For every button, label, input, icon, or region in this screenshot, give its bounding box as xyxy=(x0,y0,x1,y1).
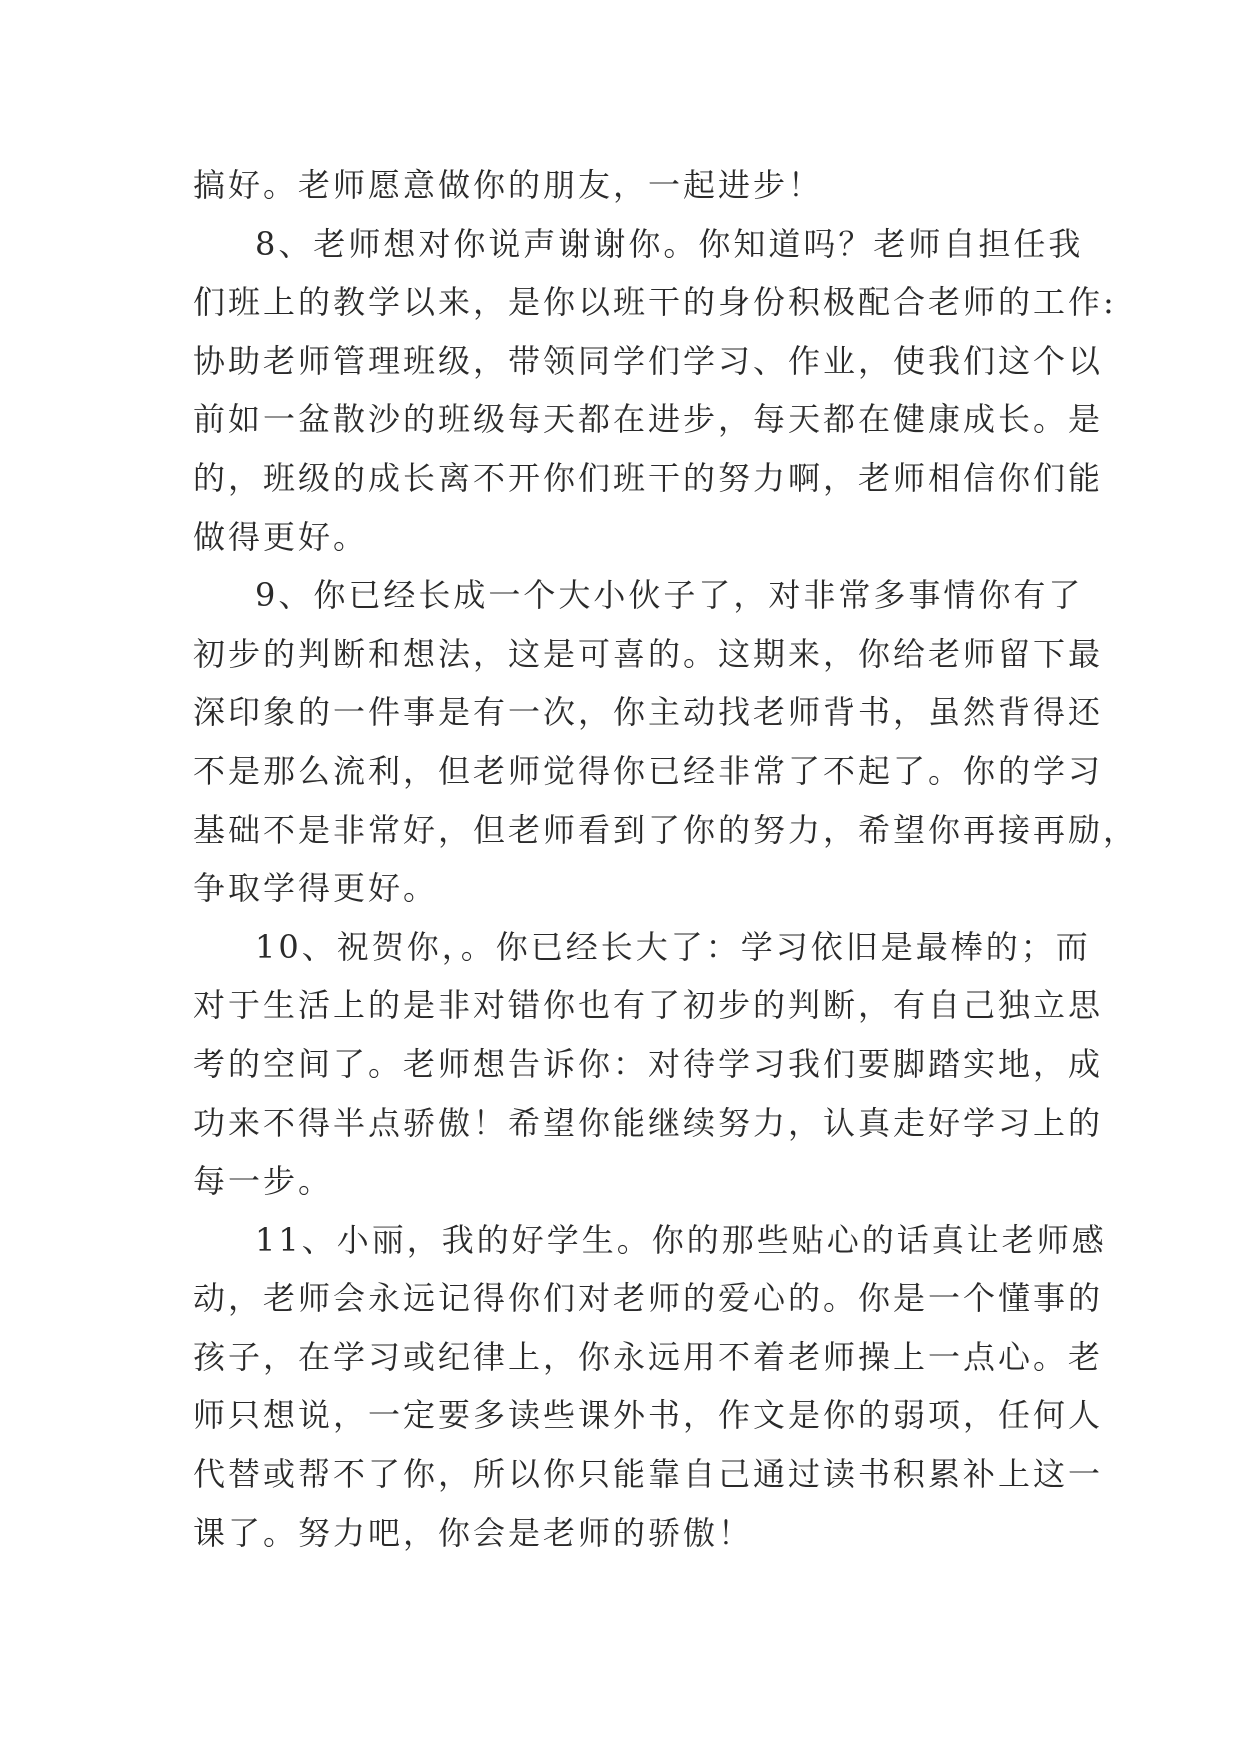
text-line: 代替或帮不了你，所以你只能靠自己通过读书积累补上这一 xyxy=(193,1455,1104,1494)
text-line: 前如一盆散沙的班级每天都在进步，每天都在健康成长。是 xyxy=(193,400,1104,439)
text-line: 动，老师会永远记得你们对老师的爱心的。你是一个懂事的 xyxy=(193,1279,1104,1318)
text-line: 深印象的一件事是有一次，你主动找老师背书，虽然背得还 xyxy=(193,693,1104,732)
text-line: 考的空间了。老师想告诉你：对待学习我们要脚踏实地，成 xyxy=(193,1044,1104,1083)
text-line: 功来不得半点骄傲！希望你能继续努力，认真走好学习上的 xyxy=(193,1103,1104,1142)
text-line: 10、祝贺你，。你已经长大了：学习依旧是最棒的；而 xyxy=(255,927,1091,966)
text-line: 9、你已经长成一个大小伙子了，对非常多事情你有了 xyxy=(255,576,1084,615)
text-line: 每一步。 xyxy=(193,1162,334,1201)
text-line: 师只想说，一定要多读些课外书，作文是你的弱项，任何人 xyxy=(193,1396,1104,1435)
text-line: 搞好。老师愿意做你的朋友，一起进步！ xyxy=(193,166,824,204)
text-line: 基础不是非常好，但老师看到了你的努力，希望你再接再励， xyxy=(193,810,1139,849)
text-line: 初步的判断和想法，这是可喜的。这期来，你给老师留下最 xyxy=(193,634,1104,673)
text-line: 不是那么流利，但老师觉得你已经非常了不起了。你的学习 xyxy=(193,751,1104,790)
text-line: 课了。努力吧，你会是老师的骄傲！ xyxy=(193,1513,754,1552)
text-line: 11、小丽，我的好学生。你的那些贴心的话真让老师感 xyxy=(255,1220,1107,1259)
text-line: 的，班级的成长离不开你们班干的努力啊，老师相信你们能 xyxy=(193,458,1104,497)
text-line: 对于生活上的是非对错你也有了初步的判断，有自己独立思 xyxy=(193,986,1104,1025)
text-line: 们班上的教学以来，是你以班干的身份积极配合老师的工作: xyxy=(193,283,1117,322)
text-line: 协助老师管理班级，带领同学们学习、作业，使我们这个以 xyxy=(193,341,1104,380)
text-line: 做得更好。 xyxy=(193,517,369,556)
text-line: 孩子，在学习或纪律上，你永远用不着老师操上一点心。老 xyxy=(193,1337,1104,1376)
text-line: 8、老师想对你说声谢谢你。你知道吗？老师自担任我 xyxy=(255,224,1084,263)
document-body xyxy=(193,156,1139,1562)
text-line: 争取学得更好。 xyxy=(193,869,439,908)
